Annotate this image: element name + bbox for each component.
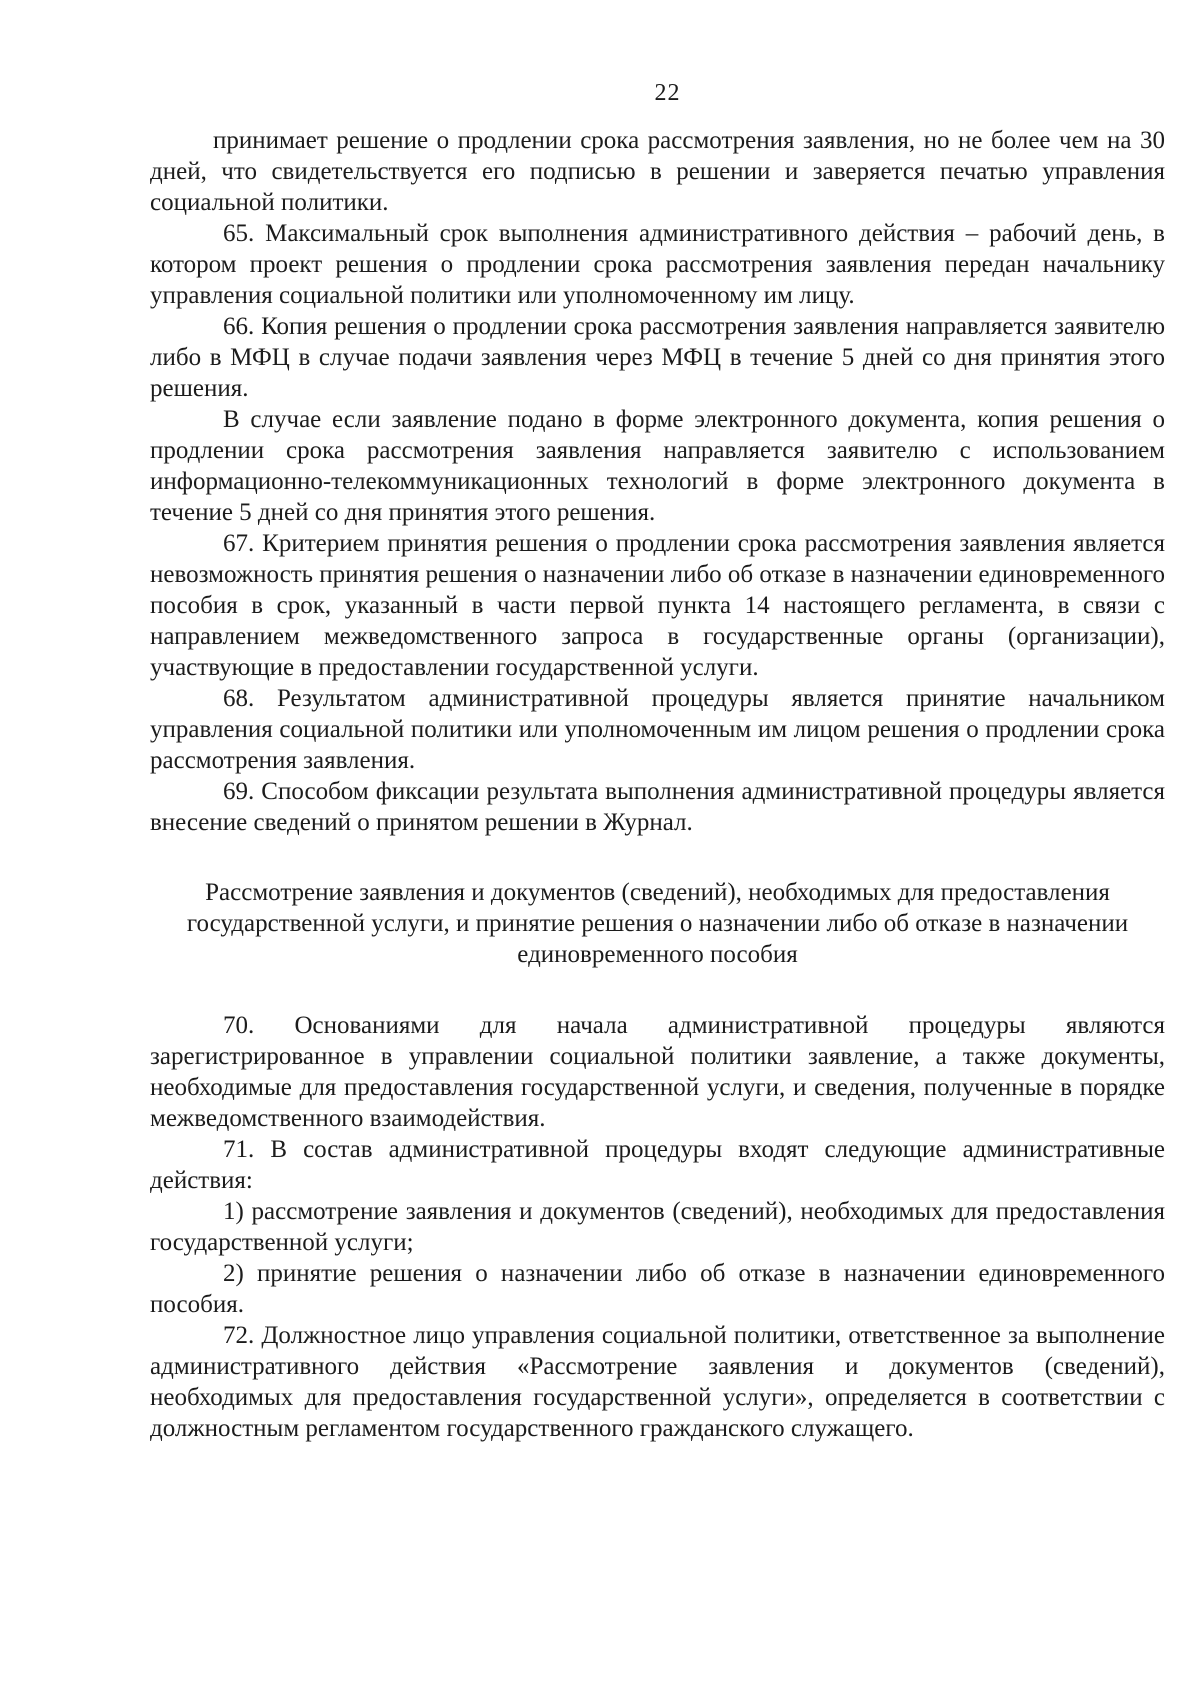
paragraph-67: 67. Критерием принятия решения о продлении срока рассмотрения заявления является невозможность принятия решения о назначении либо об отказе в назначении единовременного пособия в срок, указанный в части первой пункта 14 настоящего регламента, в связи с направлением межведомственного запроса в государственные органы (организации), участвующие в предоставлении государственной услуги.: [150, 530, 1165, 681]
section-heading: Рассмотрение заявления и документов (сведений), необходимых для предоставления государственной услуги, и принятие решения о назначении либо об отказе в назначении единовременного пособия: [186, 879, 1129, 968]
paragraph-continuation: принимает решение о продлении срока рассмотрения заявления, но не более чем на 30 дней, что свидетельствуется его подписью в решении и заверяется печатью управления социальной политики.: [150, 127, 1165, 216]
paragraph-68: 68. Результатом административной процедуры является принятие начальником управления социальной политики или уполномоченным им лицом решения о продлении срока рассмотрения заявления.: [150, 685, 1165, 774]
paragraph-72: 72. Должностное лицо управления социальной политики, ответственное за выполнение административного действия «Рассмотрение заявления и документов (сведений), необходимых для предоставления государственной услуги», определяется в соответствии с должностным регламентом государственного гражданского служащего.: [150, 1322, 1165, 1442]
paragraph-66: 66. Копия решения о продлении срока рассмотрения заявления направляется заявителю либо в МФЦ в случае подачи заявления через МФЦ в течение 5 дней со дня принятия этого решения.: [150, 313, 1165, 402]
paragraph-71: 71. В состав административной процедуры входят следующие административные действия:: [150, 1136, 1165, 1194]
list-item-1: 1) рассмотрение заявления и документов (сведений), необходимых для предоставления государственной услуги;: [150, 1198, 1165, 1256]
paragraph-65: 65. Максимальный срок выполнения административного действия – рабочий день, в котором проект решения о продлении срока рассмотрения заявления передан начальнику управления социальной политики или уполномоченному им лицу.: [150, 220, 1165, 309]
document-body: [150, 125, 1165, 1444]
list-item-2: 2) принятие решения о назначении либо об отказе в назначении единовременного пособия.: [150, 1260, 1165, 1318]
page-number: 22: [654, 80, 681, 106]
paragraph-70: 70. Основаниями для начала административной процедуры являются зарегистрированное в управлении социальной политики заявление, а также документы, необходимые для предоставления государственной услуги, и сведения, полученные в порядке межведомственного взаимодействия.: [150, 1012, 1165, 1132]
paragraph-69: 69. Способом фиксации результата выполнения административной процедуры является внесение сведений о принятом решении в Журнал.: [150, 778, 1165, 836]
paragraph-66-electronic: В случае если заявление подано в форме электронного документа, копия решения о продлении срока рассмотрения заявления направляется заявителю с использованием информационно-телекоммуникационных технологий в форме электронного документа в течение 5 дней со дня принятия этого решения.: [150, 406, 1165, 526]
